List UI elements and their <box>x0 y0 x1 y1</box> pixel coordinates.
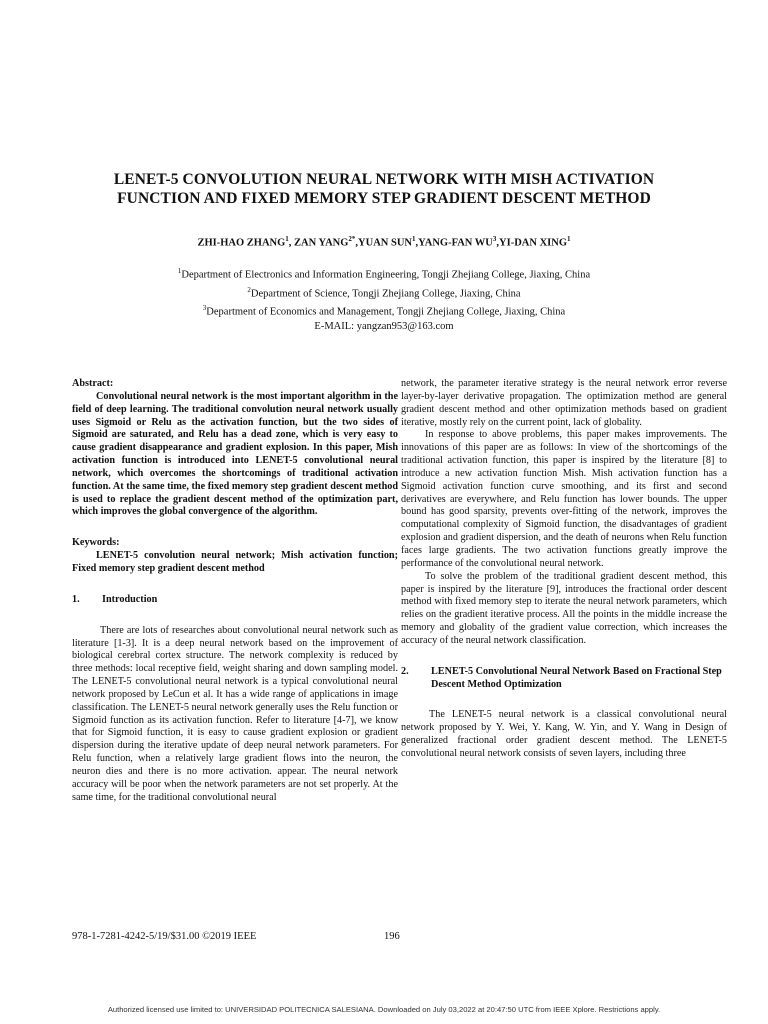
section-number: 1. <box>72 593 80 605</box>
section-title: Introduction <box>102 593 158 605</box>
author-name: ,YUAN SUN <box>355 237 412 249</box>
affiliation-text: Department of Electronics and Information Engineering, Tongji Zhejiang College, Jiaxing, China <box>181 269 591 281</box>
author-name: ,YI-DAN XING <box>496 237 567 249</box>
author-name: ,YANG-FAN WU <box>415 237 493 249</box>
title-line-1: LENET-5 CONVOLUTION NEURAL NETWORK WITH MISH ACTIVATION <box>113 171 655 188</box>
affiliation-line <box>40 283 728 302</box>
author-name: ZHI-HAO ZHANG <box>197 237 286 249</box>
affiliation-line <box>40 301 728 320</box>
keywords-text: LENET-5 convolution neural network; Mish activation function; Fixed memory step gradient descent method <box>72 550 398 574</box>
section-title: LENET-5 Convolutional Neural Network Based on Fractional Step Descent Method Optimization <box>431 665 722 690</box>
footer-isbn: 978-1-7281-4242-5/19/$31.00 ©2019 IEEE <box>72 931 257 942</box>
affiliations <box>40 264 728 334</box>
section-number: 2. <box>401 665 409 677</box>
author-sup: 1 <box>285 235 289 243</box>
abstract-text: Convolutional neural network is the most important algorithm in the field of deep learning. The traditional convolution neural network usually uses Sigmoid or Relu as the activation function, but the two sides of Sigmoid are saturated, and Relu has a dead zone, which is very easy to cause gradient disappearance and gradient explosion. In this paper, Mish activation function is introduced into LENET-5 convolutional neural network, which overcomes the shortcomings of traditional activation function. At the same time, the fixed memory step gradient descent method is used to replace the gradient descent method of the optimization part, which improves the global convergence of the algorithm. <box>72 390 398 518</box>
author-sup: 1 <box>412 235 416 243</box>
body-paragraph: The LENET-5 neural network is a classical convolutional neural network proposed by Y. Wei, Y. Kang, W. Yin, and Y. Wang in Design of generalized fractional order gradient descent method. The LENET-5 convolutional neural network consists of seven layers, including three <box>401 709 727 759</box>
paper-title <box>40 170 728 208</box>
contact-email: E-MAIL: yangzan953@163.com <box>314 321 454 333</box>
right-column <box>401 378 727 761</box>
author-sup: 3 <box>492 235 497 243</box>
affiliation-line <box>40 264 728 283</box>
affiliation-text: Department of Economics and Management, Tongji Zhejiang College, Jiaxing, China <box>206 306 566 318</box>
affiliation-sup: 1 <box>177 267 182 275</box>
body-paragraph: network, the parameter iterative strategy is the neural network error reverse layer-by-layer derivative propagation. The optimization method are general gradient descent method and other optimization methods based on gradient iterative, mostly rely on the current point, lack of globality. <box>401 378 727 428</box>
affiliation-text: Department of Science, Tongji Zhejiang College, Jiaxing, China <box>250 288 521 300</box>
author-sup: 2* <box>348 235 356 243</box>
license-notice: Authorized licensed use limited to: UNIVERSIDAD POLITECNICA SALESIANA. Downloaded on July 03,2022 at 20:47:50 UTC from IEEE Xplore. Restrictions apply. <box>107 1005 661 1014</box>
body-paragraph: To solve the problem of the traditional gradient descent method, this paper is inspired by the literature [9], introduces the fractional order descent method with fixed memory step to iterate the neural network parameters, which relies on the gradient iterative process. All the points in the middle increase the memory and globality of the gradient value correction, which increases the accuracy of the neural network classification. <box>401 570 727 646</box>
section-heading-lenet5 <box>401 666 727 692</box>
author-name: , ZAN YANG <box>288 237 349 249</box>
abstract-heading: Abstract: <box>72 378 114 389</box>
author-sup: 1 <box>567 235 571 243</box>
author-list <box>40 235 728 249</box>
affiliation-sup: 2 <box>247 285 251 294</box>
body-paragraph: In response to above problems, this paper makes improvements. The innovations of this paper are as follows: In view of the shortcomings of the traditional activation function, this paper is inspired by the literature [8] to introduce a new activation function Mish. Mish activation function has a Sigmoid activation function curve smoothing, and its first and second derivatives are everywhere, and Relu function has lower bounds. The upper bound has good sparsity, prevents over-fitting of the network, improves the computational complexity of Sigmoid function, the disadvantages of gradient explosion and gradient dispersion, and the death of neurons when Relu function faces large gradients. The two activation functions greatly improve the performance of the convolutional neural network. <box>401 429 727 569</box>
left-column <box>72 378 398 804</box>
section-heading-introduction <box>72 594 398 607</box>
page-number: 196 <box>384 931 400 942</box>
affiliation-sup: 3 <box>202 304 207 313</box>
keywords-heading: Keywords: <box>72 537 120 549</box>
intro-paragraph: There are lots of researches about convolutional neural network such as literature [1-3]. It is a deep neural network based on the improvement of biological cerebral cortex structure. The network complexity is reduced by three methods: local receptive field, weight sharing and down sampling model. The LENET-5 convolutional neural network is a typical convolutional neural network proposed by LeCun et al. It has a wide range of applications in image classification. The LENET-5 neural network generally uses the Relu function or Sigmoid function as its activation function. Refer to literature [4-7], we know that for Sigmoid function, it is easy to cause gradient explosion or gradient dispersion during the iterative update of deep neural network parameters. For Relu function, when a relatively large gradient flows into the neuron, the neuron dies and there is no more activation. appear. The neural network accuracy will be poor when the network parameters are not set properly. At the same time, for the traditional convolutional neural <box>72 624 398 803</box>
title-line-2: FUNCTION AND FIXED MEMORY STEP GRADIENT DESCENT METHOD <box>117 190 651 207</box>
